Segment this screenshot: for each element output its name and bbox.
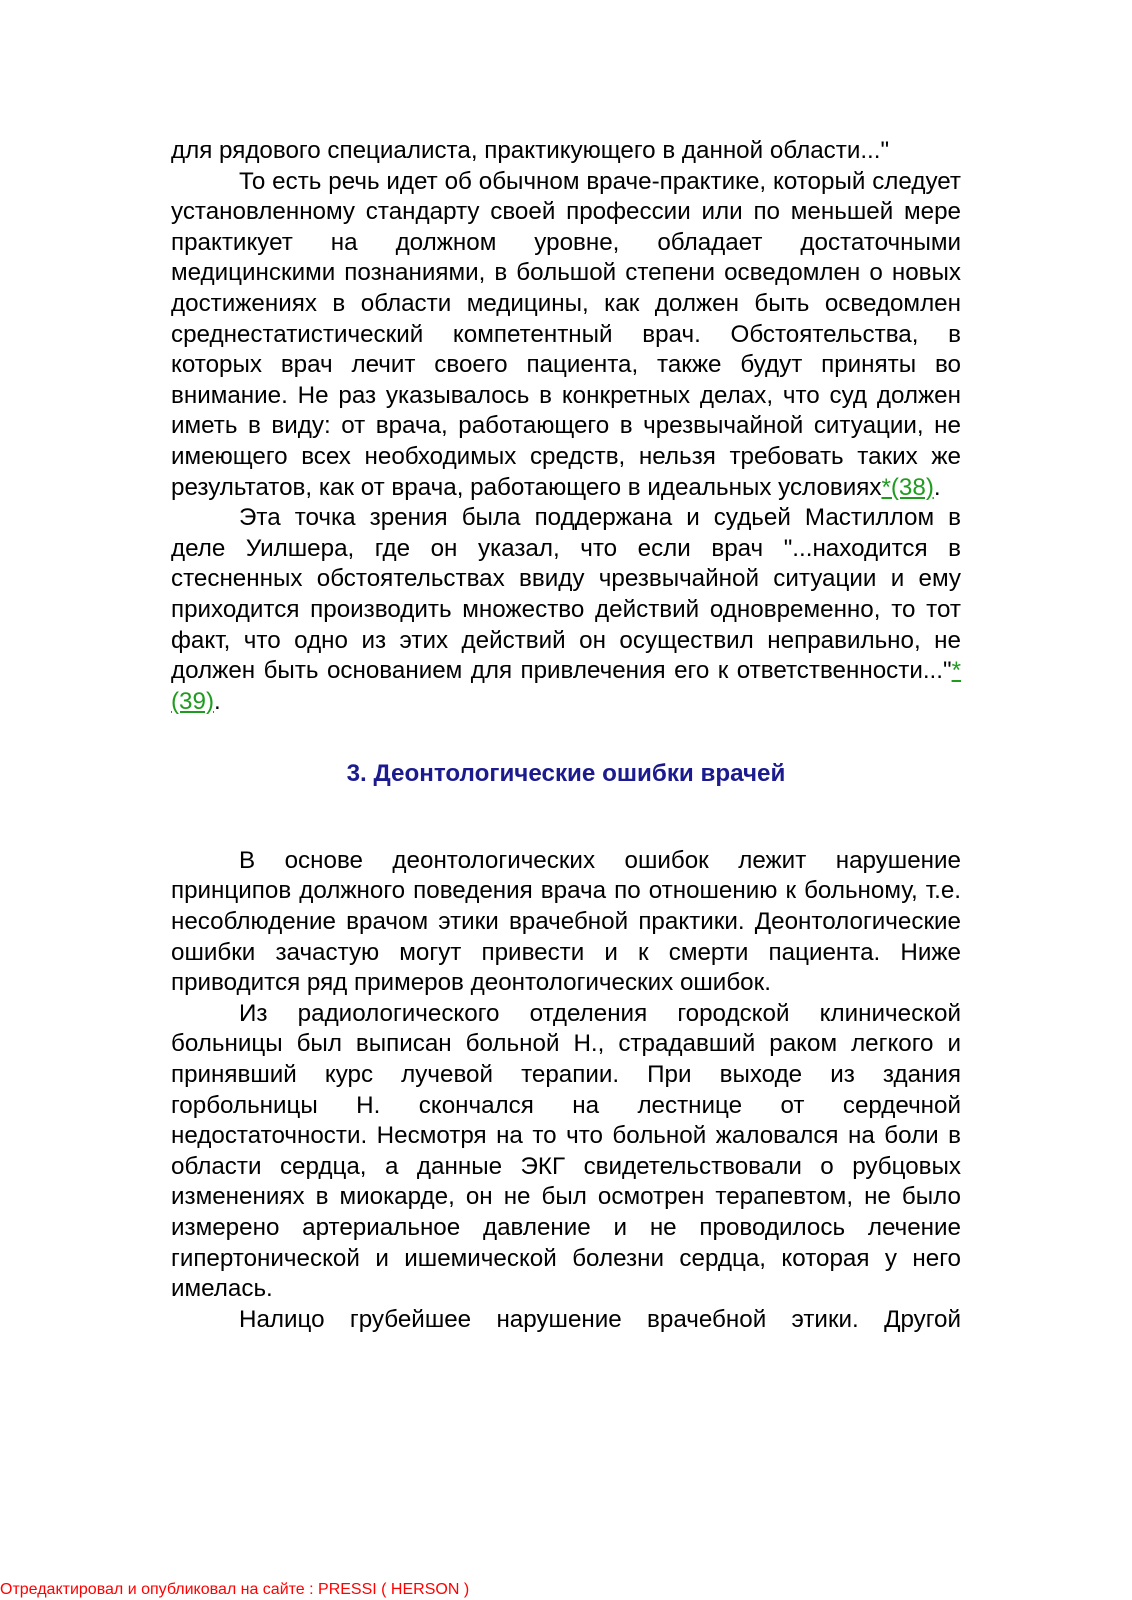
paragraph-end: .	[933, 473, 941, 501]
paragraph-case-example	[171, 999, 961, 1305]
paragraph-end: .	[214, 687, 221, 715]
footer-credit: Отредактировал и опубликовал на сайте : PRESSI ( HERSON )	[0, 1581, 470, 1598]
paragraph-text: В основе деонтологических ошибок лежит нарушение принципов должного поведения врача по отношению к больному, т.е. несоблюдение врачом этики врачебной практики. Деонтологические ошибки зачастую могут привести и к смерти пациента. Ниже приводится ряд примеров деонтологических ошибок.	[171, 846, 961, 997]
footnote-link-38[interactable]: *(38)	[881, 473, 934, 501]
paragraph-deontological-errors	[171, 846, 961, 999]
footnote-link-39[interactable]: *(39)	[171, 657, 961, 715]
paragraph-text: Налицо грубейшее нарушение врачебной этики. Другой	[239, 1305, 961, 1333]
paragraph-standard-of-care	[171, 167, 961, 504]
paragraph-text: для рядового специалиста, практикующего в данной области..."	[171, 137, 890, 164]
paragraph-text: Эта точка зрения была поддержана и судьей Мастиллом в деле Уилшера, где он указал, что если врач "...находится в стесненных обстоятельствах ввиду чрезвычайной ситуации и ему приходится производить множество действий одновременно, то тот факт, что одно из этих действий он осуществил неправильно, не должен быть основанием для привлечения его к ответственности..."	[171, 504, 961, 685]
document-body	[171, 136, 961, 1335]
paragraph-continued	[171, 1305, 961, 1336]
paragraph-judge-mustill	[171, 503, 961, 717]
paragraph-continuation	[171, 136, 961, 167]
paragraph-text: Из радиологического отделения городской клинической больницы был выписан больной Н., страдавший раком легкого и принявший курс лучевой терапии. При выходе из здания горбольницы Н. скончался на лестнице от сердечной недостаточности. Несмотря на то что больной жаловался на боли в области сердца, а данные ЭКГ свидетельствовали о рубцовых изменениях в миокарде, он не был осмотрен терапевтом, не было измерено артериальное давление и не проводилось лечение гипертонической и ишемической болезни сердца, которая у него имелась.	[171, 999, 961, 1303]
section-heading: 3. Деонтологические ошибки врачей	[346, 760, 786, 788]
paragraph-text: То есть речь идет об обычном враче-практике, который следует установленному стандарту своей профессии или по меньшей мере практикует на должном уровне, обладает достаточными медицинскими познаниями, в большой степени осведомлен о новых достижениях в области медицины, как должен быть осведомлен среднестатистический компетентный врач. Обстоятельства, в которых врач лечит своего пациента, также будут приняты во внимание. Не раз указывалось в конкретных делах, что суд должен иметь в виду: от врача, работающего в чрезвычайной ситуации, не имеющего всех необходимых средств, нельзя требовать таких же результатов, как от врача, работающего в идеальных условиях	[171, 167, 961, 501]
